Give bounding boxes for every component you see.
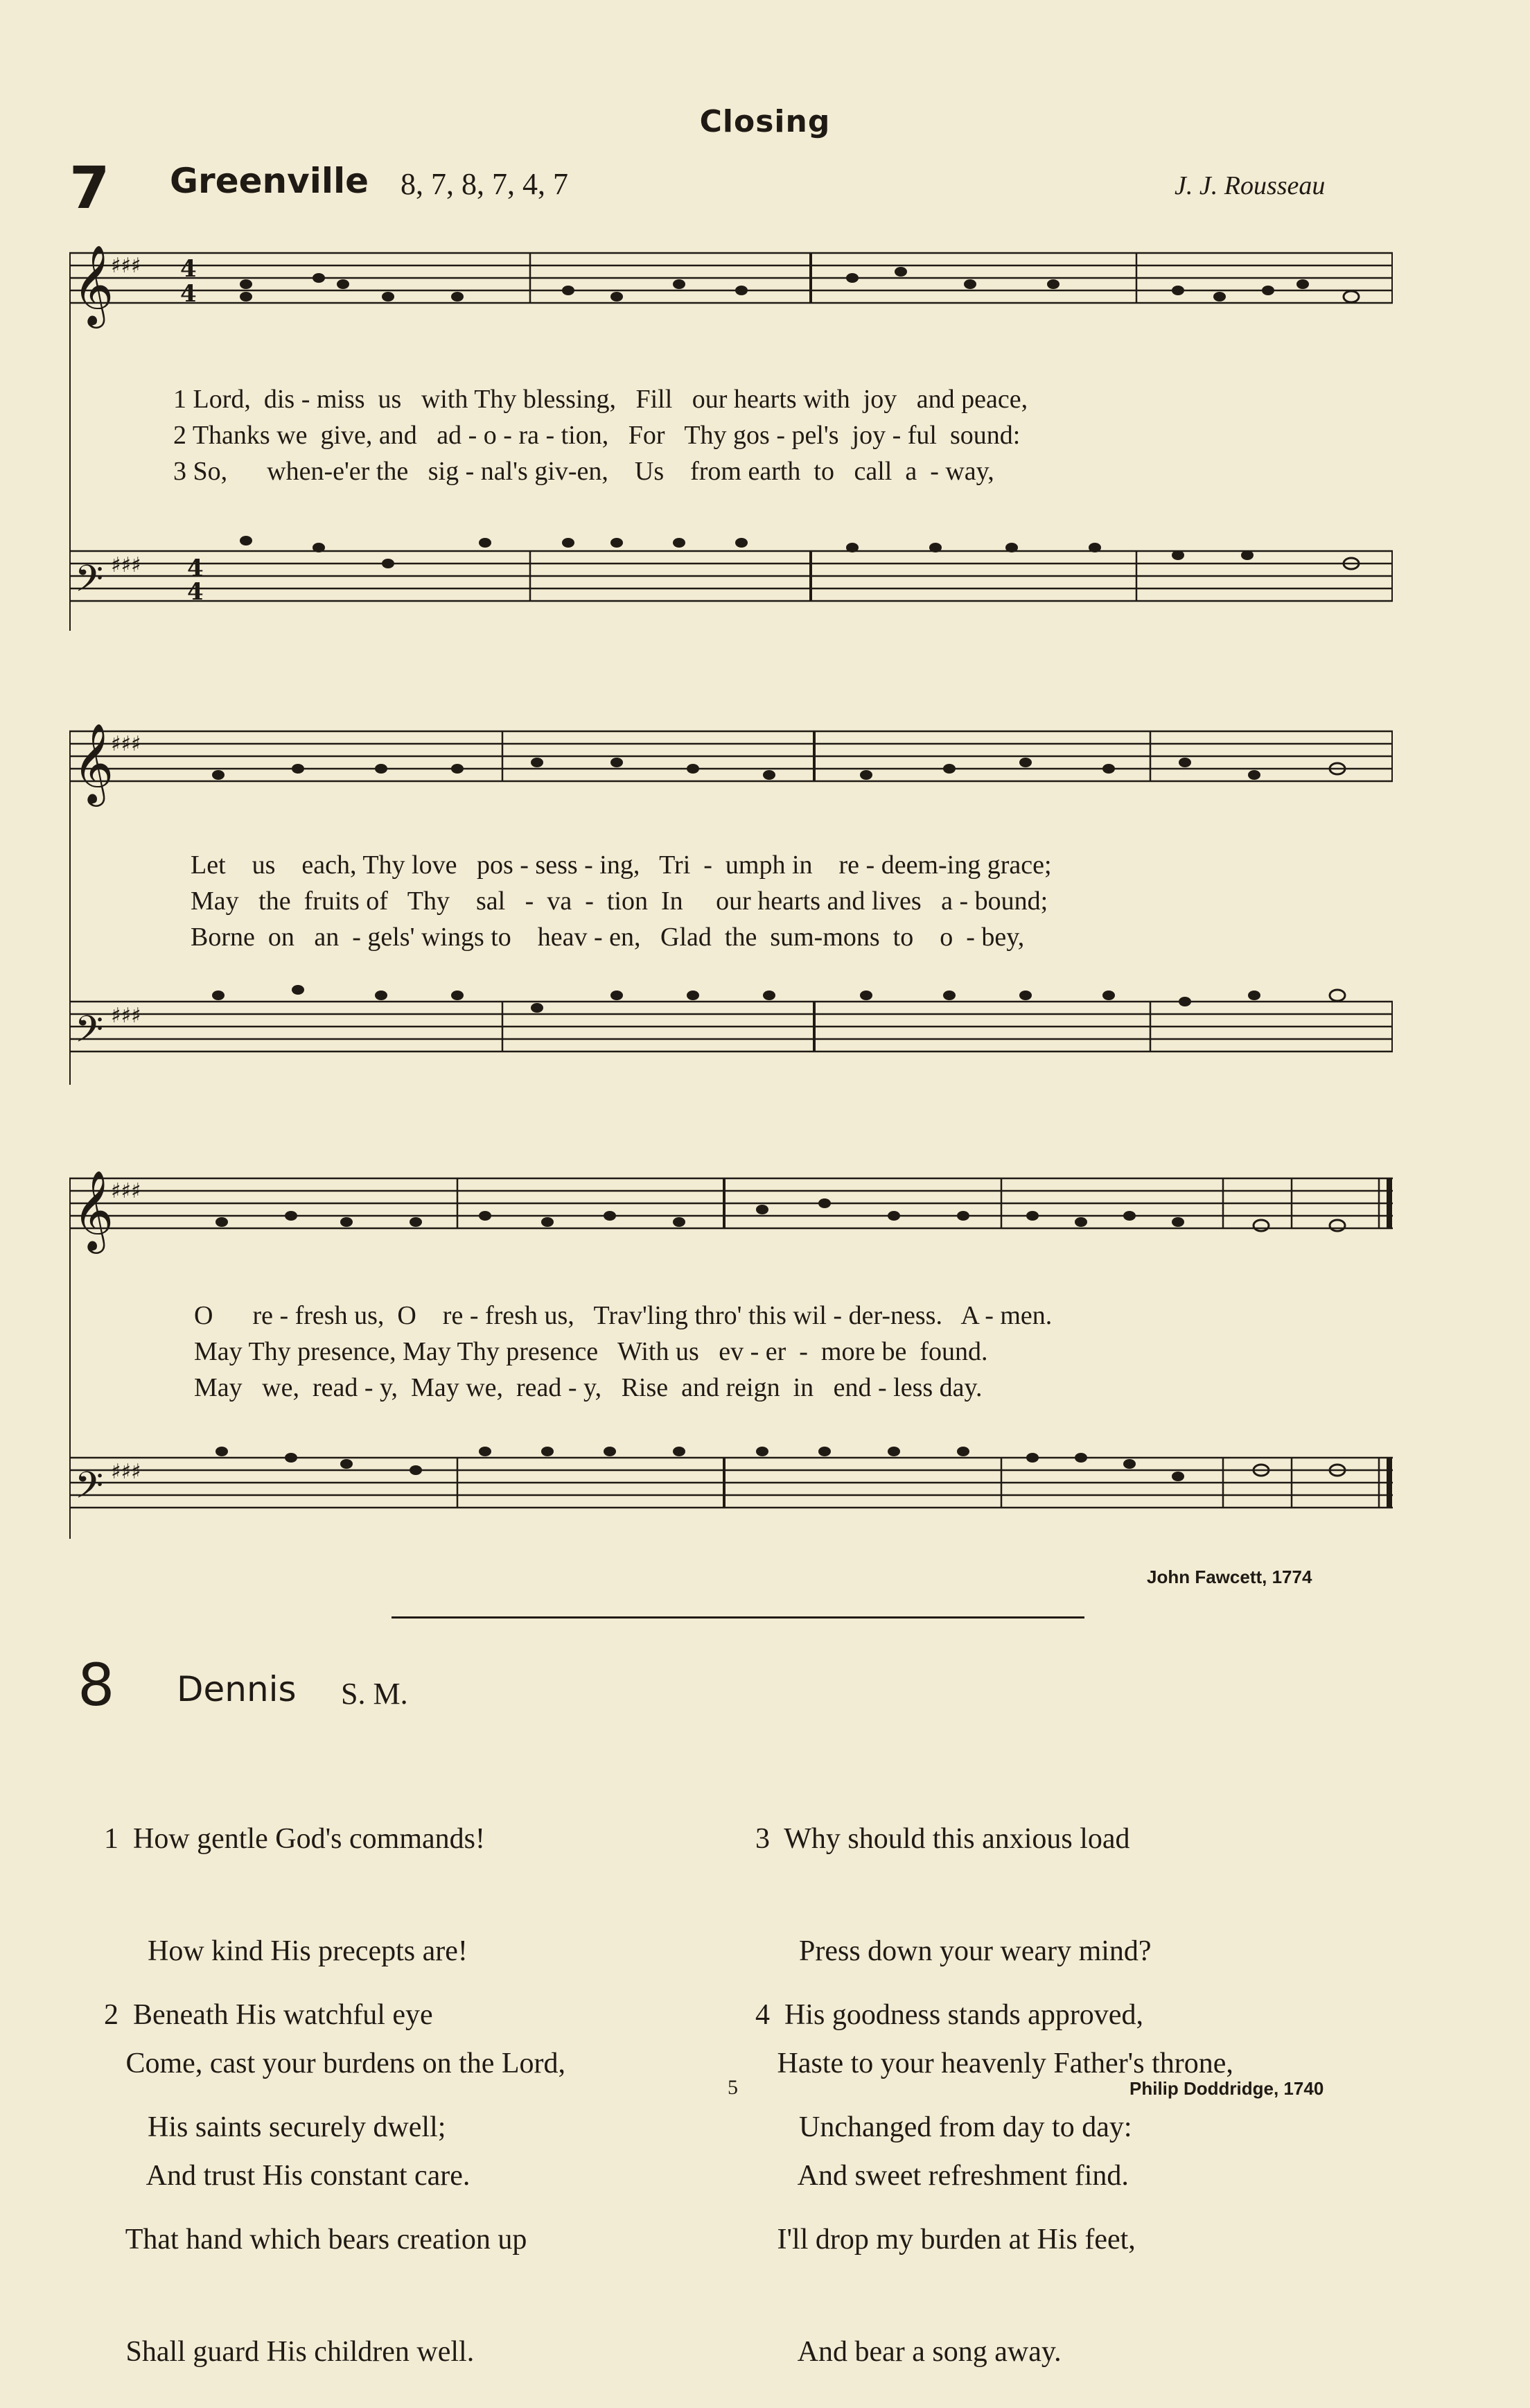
hymn-7-composer: J. J. Rousseau bbox=[1175, 171, 1326, 200]
svg-text:♯♯♯: ♯♯♯ bbox=[111, 732, 141, 756]
svg-text:4: 4 bbox=[180, 255, 197, 283]
lyrics-system-2-verse-3: Borne on an - gels' wings to heav - en, Glad the sum-mons to o - bey, bbox=[191, 923, 1025, 952]
svg-text:♯♯♯: ♯♯♯ bbox=[111, 553, 141, 577]
hymn-8-meter: S. M. bbox=[341, 1677, 408, 1711]
hymn-7-meter: 8, 7, 8, 7, 4, 7 bbox=[401, 167, 568, 201]
verse-line: That hand which bears creation up bbox=[104, 2224, 527, 2256]
section-title: Closing bbox=[699, 104, 831, 139]
verse-line: 1 How gentle God's commands! bbox=[104, 1823, 485, 1855]
verse-line: Come, cast your burdens on the Lord, bbox=[104, 2048, 566, 2079]
verse-line: His saints securely dwell; bbox=[104, 2111, 446, 2143]
hymn-8-tune-name: Dennis bbox=[177, 1669, 297, 1709]
verse-line: 3 Why should this anxious load bbox=[755, 1823, 1130, 1855]
verse-line: Haste to your heavenly Father's throne, bbox=[755, 2048, 1233, 2079]
verse-line: And sweet refreshment find. bbox=[755, 2160, 1129, 2192]
lyrics-system-2-verse-2: May the fruits of Thy sal - va - tion In our hearts and lives a - bound; bbox=[191, 887, 1048, 916]
verse-line: 4 His goodness stands approved, bbox=[755, 1999, 1143, 2031]
lyrics-system-1-verse-1: 1 Lord, dis - miss us with Thy blessing, Fill our hearts with joy and peace, bbox=[173, 385, 1028, 414]
section-divider bbox=[392, 1616, 1084, 1619]
hymn-8-verse-2 bbox=[104, 1921, 527, 2408]
svg-text:♯♯♯: ♯♯♯ bbox=[111, 1179, 141, 1203]
verse-line: 2 Beneath His watchful eye bbox=[104, 1999, 433, 2031]
hymn-8-verse-4 bbox=[755, 1921, 1143, 2408]
svg-text:4: 4 bbox=[187, 555, 204, 582]
lyrics-system-3-verse-1: O re - fresh us, O re - fresh us, Trav'ling thro' this wil - der-ness. A - men. bbox=[194, 1301, 1053, 1330]
svg-text:𝄞: 𝄞 bbox=[73, 1169, 114, 1250]
verse-line: I'll drop my burden at His feet, bbox=[755, 2224, 1136, 2256]
svg-text:♯♯♯: ♯♯♯ bbox=[111, 1004, 141, 1028]
svg-text:4: 4 bbox=[187, 578, 204, 606]
hymn-8-number: 8 bbox=[78, 1651, 115, 1719]
verse-line: How kind His precepts are! bbox=[104, 1935, 468, 1967]
verse-line: Shall guard His children well. bbox=[104, 2336, 475, 2368]
hymn-7-tune-name: Greenville bbox=[170, 161, 369, 201]
svg-text:4: 4 bbox=[180, 280, 197, 308]
page-number: 5 bbox=[728, 2076, 738, 2099]
verse-line: And trust His constant care. bbox=[104, 2160, 471, 2192]
verse-line: Unchanged from day to day: bbox=[755, 2111, 1132, 2143]
verse-line: Press down your weary mind? bbox=[755, 1935, 1152, 1967]
lyrics-system-1-verse-2: 2 Thanks we give, and ad - o - ra - tion, For Thy gos - pel's joy - ful sound: bbox=[173, 421, 1021, 450]
lyrics-system-3-verse-2: May Thy presence, May Thy presence With us ev - er - more be found. bbox=[194, 1337, 988, 1366]
lyrics-system-3-verse-3: May we, read - y, May we, read - y, Rise and reign in end - less day. bbox=[194, 1373, 983, 1402]
hymn-8-author-credit: Philip Doddridge, 1740 bbox=[1129, 2078, 1324, 2099]
svg-text:♯♯♯: ♯♯♯ bbox=[111, 1460, 141, 1484]
svg-text:𝄞: 𝄞 bbox=[73, 244, 114, 325]
lyrics-system-2-verse-1: Let us each, Thy love pos - sess - ing, Tri - umph in re - deem-ing grace; bbox=[191, 850, 1052, 880]
verse-line: And bear a song away. bbox=[755, 2336, 1062, 2368]
hymn-7-number: 7 bbox=[69, 154, 110, 222]
lyrics-system-1-verse-3: 3 So, when-e'er the sig - nal's giv-en, Us from earth to call a - way, bbox=[173, 457, 994, 486]
hymn-7-author-credit: John Fawcett, 1774 bbox=[1147, 1567, 1312, 1587]
svg-text:𝄢: 𝄢 bbox=[75, 1465, 104, 1516]
svg-text:♯♯♯: ♯♯♯ bbox=[111, 254, 141, 278]
svg-text:𝄢: 𝄢 bbox=[75, 558, 104, 609]
svg-text:𝄢: 𝄢 bbox=[75, 1009, 104, 1060]
svg-text:𝄞: 𝄞 bbox=[73, 722, 114, 803]
